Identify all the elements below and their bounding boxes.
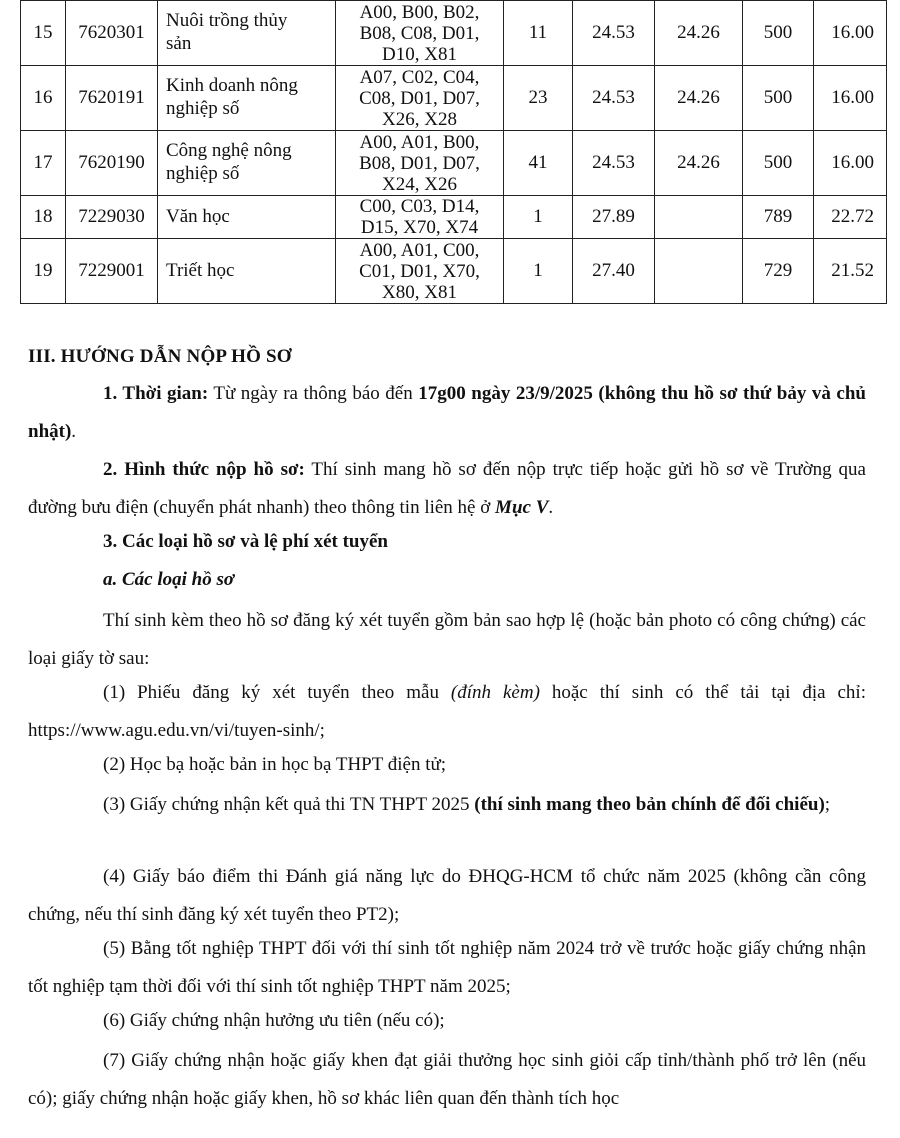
cell-quota-value: 41: [528, 151, 548, 173]
cell-score-2: [655, 239, 743, 304]
method-text: Thí sinh mang hồ sơ đến nộp trực tiếp hoặc gửi hồ sơ về Trường qua đường bưu điện (chuyển phát nhanh) theo thông tin liên hệ ở: [28, 459, 866, 518]
cell-score-2: [655, 66, 743, 131]
cell-score-4-value: 16.00: [831, 86, 874, 108]
cell-major-code: [66, 196, 158, 239]
table-row: [21, 239, 887, 304]
cell-major-name-line: sản: [166, 33, 192, 54]
cell-subject-combinations-line: C08, D01, D07,: [359, 87, 480, 109]
list-item-3: [28, 786, 866, 824]
cell-subject-combinations-line: B08, D01, D07,: [359, 152, 480, 174]
cell-stt: [21, 66, 66, 131]
table-row: [21, 66, 887, 131]
method-ref: Mục V: [495, 497, 549, 518]
table-body: [21, 1, 887, 304]
cell-score-4-value: 16.00: [831, 21, 874, 43]
cell-major-name-line: nghiệp số: [166, 98, 240, 119]
cell-score-4-value: 21.52: [831, 259, 874, 281]
cell-stt-value: 17: [33, 151, 53, 173]
item1-pre: (1) Phiếu đăng ký xét tuyển theo mẫu: [103, 682, 451, 703]
cell-score-1: [573, 66, 655, 131]
cell-score-2: [655, 196, 743, 239]
list-item-7: [28, 1042, 866, 1118]
cell-score-3-value: 789: [763, 205, 793, 227]
cell-major-name: [158, 196, 336, 239]
paragraph-intro: [28, 602, 866, 678]
cell-major-code-value: 7229030: [78, 205, 145, 227]
cell-major-code-value: 7620190: [78, 151, 145, 173]
cell-score-4: [814, 1, 887, 66]
cell-quota: [504, 196, 573, 239]
list-item-1: [28, 674, 866, 750]
cell-subject-combinations-line: X80, X81: [382, 281, 457, 303]
cell-score-4: [814, 239, 887, 304]
cell-major-code: [66, 1, 158, 66]
time-label: 1. Thời gian:: [103, 383, 209, 404]
cell-score-4: [814, 66, 887, 131]
cell-score-2: [655, 1, 743, 66]
cell-major-name: [158, 66, 336, 131]
cell-stt: [21, 239, 66, 304]
cell-score-2-value: 24.26: [677, 21, 720, 43]
item2-text: (2) Học bạ hoặc bản in học bạ THPT điện tử;: [103, 754, 447, 775]
cell-score-1-value: 24.53: [592, 21, 635, 43]
item3-pre: (3) Giấy chứng nhận kết quả thi TN THPT 2025: [103, 794, 475, 815]
cell-subject-combinations-line: A00, A01, C00,: [359, 239, 480, 261]
cell-score-3-value: 500: [763, 86, 793, 108]
list-item-6: [28, 1002, 866, 1040]
item4-text: (4) Giấy báo điểm thi Đánh giá năng lực do ĐHQG-HCM tổ chức năm 2025 (không cần công chứng, nếu thí sinh đăng ký xét tuyển theo PT2);: [28, 866, 866, 925]
intro-text: Thí sinh kèm theo hồ sơ đăng ký xét tuyển gồm bản sao hợp lệ (hoặc bản photo có công chứng) các loại giấy tờ sau:: [28, 610, 866, 669]
cell-quota: [504, 1, 573, 66]
cell-major-name-line: Công nghệ nông: [166, 140, 292, 162]
cell-subject-combinations-line: A00, A01, B00,: [359, 131, 480, 153]
cell-subject-combinations: [336, 239, 504, 304]
cell-subject-combinations: [336, 196, 504, 239]
time-deadline: 17g00 ngày 23/9/2025 (không thu hồ sơ thứ bảy và chủ nhật): [28, 383, 866, 442]
cell-score-2-value: 24.26: [677, 86, 720, 108]
paragraph-time: [28, 375, 866, 451]
cell-score-3: [743, 1, 814, 66]
cell-stt: [21, 196, 66, 239]
cell-major-code: [66, 131, 158, 196]
cell-subject-combinations: [336, 1, 504, 66]
cell-major-name-line: Văn học: [166, 205, 230, 227]
cell-score-3: [743, 131, 814, 196]
cell-quota-value: 1: [533, 259, 543, 281]
cell-subject-combinations-line: C00, C03, D14,: [359, 196, 480, 217]
cell-major-name: [158, 239, 336, 304]
cell-score-3-value: 729: [763, 259, 793, 281]
cell-subject-combinations-line: C01, D01, X70,: [359, 260, 480, 282]
cell-score-3-value: 500: [763, 151, 793, 173]
cell-score-4: [814, 196, 887, 239]
cell-major-name-line: Kinh doanh nông: [166, 75, 298, 97]
cell-score-1-value: 27.40: [592, 259, 635, 281]
list-item-5: [28, 930, 866, 1006]
cell-stt-value: 19: [33, 259, 53, 281]
section-title: III. HƯỚNG DẪN NỘP HỒ SƠ: [28, 346, 292, 367]
cell-subject-combinations: [336, 66, 504, 131]
cell-quota: [504, 66, 573, 131]
cell-major-code: [66, 239, 158, 304]
table-row: [21, 196, 887, 239]
time-end: .: [71, 421, 77, 442]
cell-quota-value: 1: [533, 205, 543, 227]
cell-major-name: [158, 131, 336, 196]
cell-stt: [21, 1, 66, 66]
item6-text: (6) Giấy chứng nhận hưởng ưu tiên (nếu có);: [103, 1010, 445, 1031]
cell-score-1: [573, 239, 655, 304]
cell-major-code-value: 7620301: [78, 21, 145, 43]
cell-subject-combinations-line: A00, B00, B02,: [359, 1, 480, 23]
cell-stt-value: 16: [33, 86, 53, 108]
cell-major-code: [66, 66, 158, 131]
method-label: 2. Hình thức nộp hồ sơ:: [103, 459, 305, 480]
table-row: [21, 131, 887, 196]
majors-table: [20, 0, 887, 304]
cell-major-name: [158, 1, 336, 66]
item3-bold: (thí sinh mang theo bản chính để đối chiếu): [474, 794, 825, 815]
cell-score-4: [814, 131, 887, 196]
heading-document-types: [28, 561, 866, 599]
cell-subject-combinations-line: X26, X28: [382, 108, 457, 130]
cell-score-4-value: 16.00: [831, 151, 874, 173]
heading-document-types-text: a. Các loại hồ sơ: [103, 569, 235, 590]
list-item-4: [28, 858, 866, 934]
cell-score-1: [573, 1, 655, 66]
cell-major-code-value: 7229001: [78, 259, 145, 281]
cell-major-name-line: Triết học: [166, 259, 235, 281]
cell-subject-combinations-line: D15, X70, X74: [360, 217, 479, 238]
time-text: Từ ngày ra thông báo đến: [208, 383, 419, 404]
method-end: .: [548, 497, 554, 518]
cell-stt-value: 18: [33, 205, 53, 227]
cell-major-code-value: 7620191: [78, 86, 145, 108]
cell-score-3-value: 500: [763, 21, 793, 43]
cell-score-4-value: 22.72: [831, 205, 874, 227]
cell-stt-value: 15: [33, 21, 53, 43]
cell-score-1-value: 24.53: [592, 86, 635, 108]
cell-score-1-value: 27.89: [592, 205, 635, 227]
cell-score-2-value: 24.26: [677, 151, 720, 173]
item1-italic: (đính kèm): [450, 682, 540, 703]
cell-quota-value: 11: [528, 21, 548, 43]
cell-score-1-value: 24.53: [592, 151, 635, 173]
cell-subject-combinations-line: A07, C02, C04,: [359, 66, 480, 88]
cell-score-3: [743, 196, 814, 239]
list-item-2: [28, 746, 866, 784]
cell-subject-combinations-line: D10, X81: [382, 43, 457, 65]
cell-quota: [504, 131, 573, 196]
cell-subject-combinations-line: B08, C08, D01,: [359, 22, 480, 44]
cell-major-name-line: nghiệp số: [166, 163, 240, 184]
heading-documents-fees: [28, 523, 866, 561]
cell-score-2: [655, 131, 743, 196]
cell-score-3: [743, 239, 814, 304]
heading-documents-fees-text: 3. Các loại hồ sơ và lệ phí xét tuyển: [103, 531, 388, 552]
cell-subject-combinations: [336, 131, 504, 196]
item5-text: (5) Bằng tốt nghiệp THPT đối với thí sinh tốt nghiệp năm 2024 trở về trước hoặc giấy chứng nhận tốt nghiệp tạm thời đối với thí sinh tốt nghiệp THPT năm 2025;: [28, 938, 866, 997]
item7-text: (7) Giấy chứng nhận hoặc giấy khen đạt giải thưởng học sinh giỏi cấp tỉnh/thành phố trở lên (nếu có); giấy chứng nhận hoặc giấy khen, hồ sơ khác liên quan đến thành tích học: [28, 1050, 866, 1109]
cell-score-1: [573, 131, 655, 196]
cell-score-1: [573, 196, 655, 239]
cell-subject-combinations-line: X24, X26: [382, 173, 457, 195]
cell-quota: [504, 239, 573, 304]
cell-stt: [21, 131, 66, 196]
paragraph-method: [28, 451, 866, 527]
item1-post: hoặc thí sinh có thể tải tại địa chỉ: https://www.agu.edu.vn/vi/tuyen-sinh/;: [28, 682, 866, 741]
cell-major-name-line: Nuôi trồng thủy: [166, 10, 288, 32]
table-row: [21, 1, 887, 66]
cell-quota-value: 23: [528, 86, 548, 108]
item3-end: ;: [824, 794, 831, 815]
cell-score-3: [743, 66, 814, 131]
